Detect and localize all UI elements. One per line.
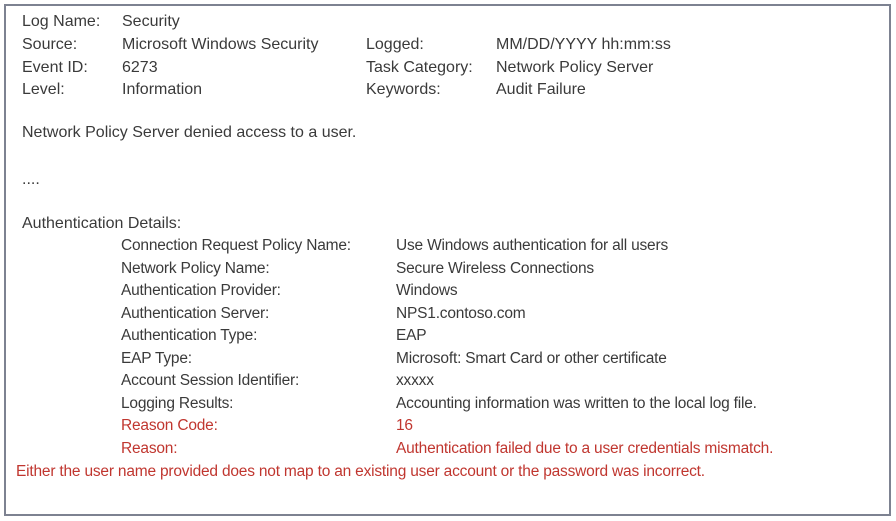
event-id-value: 6273	[122, 58, 158, 76]
detail-value-reason: Authentication failed due to a user credentials mismatch.	[396, 439, 774, 457]
detail-label: Authentication Provider:	[121, 282, 281, 299]
event-header	[22, 11, 879, 102]
header-row-log-name	[22, 11, 879, 34]
level-label: Level:	[22, 81, 65, 99]
detail-row-connection-request-policy	[22, 235, 879, 258]
detail-row-authentication-server	[22, 302, 879, 325]
detail-row-logging-results	[22, 392, 879, 415]
task-category-value: Network Policy Server	[496, 58, 654, 76]
detail-value: Secure Wireless Connections	[396, 259, 594, 277]
ellipsis-text: ....	[22, 170, 40, 188]
detail-row-reason	[22, 437, 879, 460]
detail-row-authentication-provider	[22, 280, 879, 303]
detail-label-reason-code: Reason Code:	[121, 417, 218, 434]
detail-value: NPS1.contoso.com	[396, 304, 526, 322]
detail-label: EAP Type:	[121, 349, 192, 367]
detail-value: EAP	[396, 327, 427, 344]
header-row-source-logged	[22, 34, 879, 57]
detail-value: xxxxx	[396, 372, 434, 389]
detail-row-network-policy-name	[22, 257, 879, 280]
reason-explanation-text: Either the user name provided does not map to an existing user account or the password was incorrect.	[16, 462, 705, 480]
detail-value-reason-code: 16	[396, 417, 413, 434]
detail-value: Use Windows authentication for all users	[396, 237, 668, 254]
task-category-label: Task Category:	[366, 58, 473, 76]
detail-label: Network Policy Name:	[121, 259, 270, 277]
event-description: Network Policy Server denied access to a user.	[22, 123, 357, 141]
detail-label: Authentication Type:	[121, 327, 258, 344]
detail-label-reason: Reason:	[121, 439, 178, 457]
level-value: Information	[122, 81, 203, 99]
detail-row-account-session-identifier	[22, 370, 879, 393]
detail-value: Windows	[396, 282, 458, 299]
detail-label: Authentication Server:	[121, 304, 270, 322]
log-name-value: Security	[122, 13, 180, 31]
detail-label: Account Session Identifier:	[121, 372, 300, 389]
keywords-label: Keywords:	[366, 81, 441, 99]
authentication-details-list	[22, 235, 879, 460]
detail-value: Microsoft: Smart Card or other certificate	[396, 349, 667, 367]
header-row-level-keywords	[22, 79, 879, 102]
logged-value: MM/DD/YYYY hh:mm:ss	[496, 36, 671, 54]
detail-row-eap-type	[22, 347, 879, 370]
event-id-label: Event ID:	[22, 58, 88, 76]
source-value: Microsoft Windows Security	[122, 36, 319, 54]
detail-value: Accounting information was written to the local log file.	[396, 394, 757, 412]
authentication-details-heading: Authentication Details:	[22, 214, 182, 232]
event-detail-panel	[4, 4, 891, 516]
logged-label: Logged:	[366, 36, 424, 54]
detail-row-authentication-type	[22, 325, 879, 348]
source-label: Source:	[22, 36, 78, 54]
detail-row-reason-code	[22, 415, 879, 438]
detail-label: Logging Results:	[121, 394, 234, 412]
header-row-eventid-taskcategory	[22, 56, 879, 79]
detail-label: Connection Request Policy Name:	[121, 237, 351, 254]
log-name-label: Log Name:	[22, 13, 101, 31]
keywords-value: Audit Failure	[496, 81, 586, 99]
